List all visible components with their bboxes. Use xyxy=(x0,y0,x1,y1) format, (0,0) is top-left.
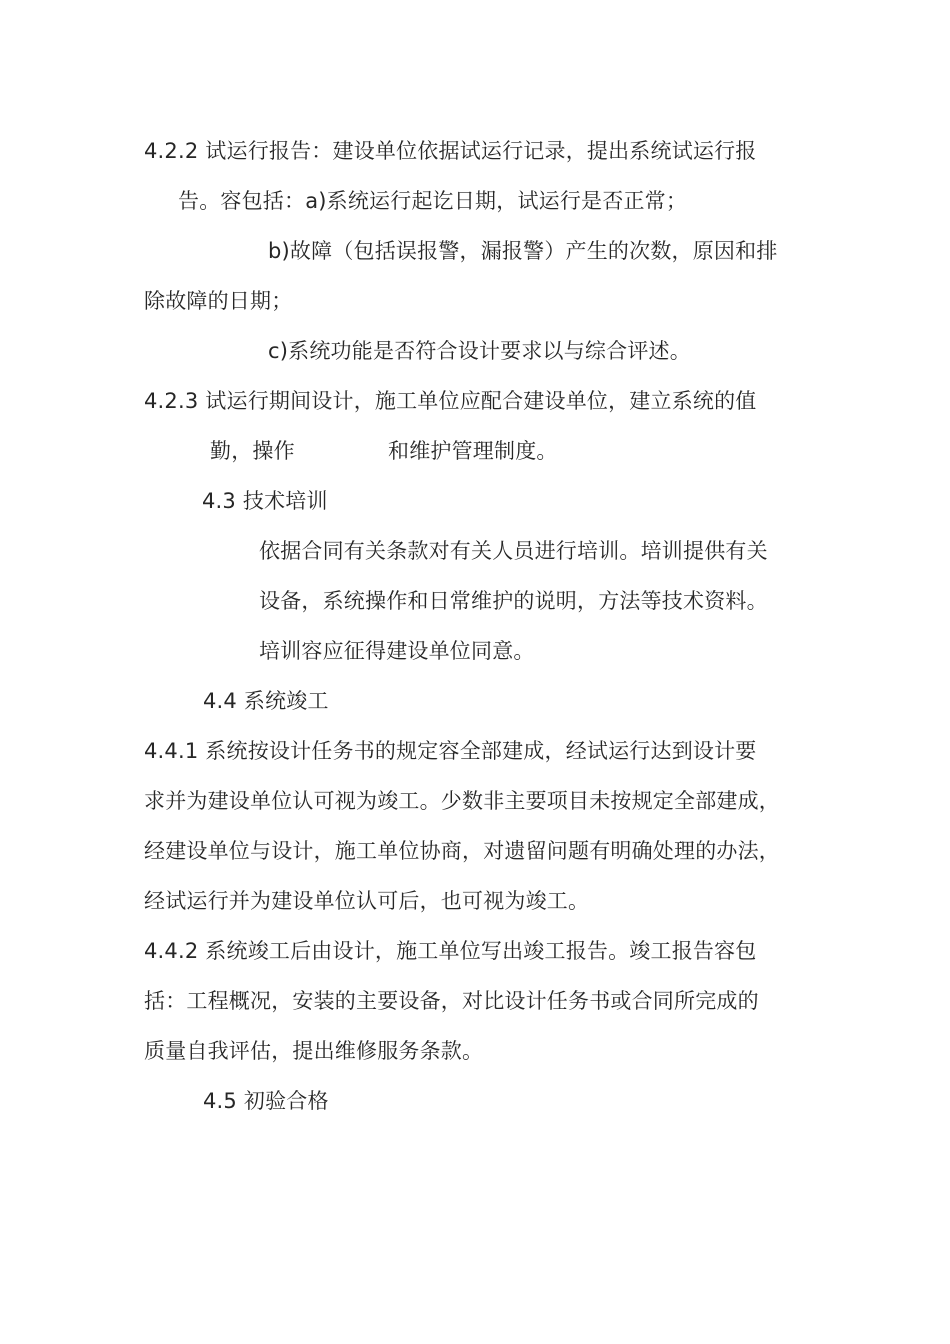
text-line: 4.2.3 试运行期间设计，施工单位应配合建设单位，建立系统的值 xyxy=(144,389,757,413)
text-line: 4.2.2 试运行报告：建设单位依据试运行记录，提出系统试运行报 xyxy=(144,139,757,163)
text-line: 括：工程概况，安装的主要设备，对比设计任务书或合同所完成的 xyxy=(144,989,759,1013)
text-line: 除故障的日期； xyxy=(144,289,293,313)
text-line: 经试运行并为建设单位认可后，也可视为竣工。 xyxy=(144,889,590,913)
text-line: 求并为建设单位认可视为竣工。少数非主要项目未按规定全部建成， xyxy=(144,789,780,813)
text-line: 告。容包括：a)系统运行起讫日期，试运行是否正常； xyxy=(178,189,688,213)
text-line: 4.4.2 系统竣工后由设计，施工单位写出竣工报告。竣工报告容包 xyxy=(144,939,757,963)
text-line: 经建设单位与设计，施工单位协商，对遗留问题有明确处理的办法， xyxy=(144,839,780,863)
text-line: b)故障（包括误报警，漏报警）产生的次数，原因和排 xyxy=(268,239,778,263)
section-heading: 4.5 初验合格 xyxy=(203,1089,329,1113)
text-line: 和维护管理制度。 xyxy=(388,439,558,463)
text-line: 依据合同有关条款对有关人员进行培训。培训提供有关 xyxy=(259,539,768,563)
text-line: 设备，系统操作和日常维护的说明，方法等技术资料。 xyxy=(259,589,768,613)
section-heading: 4.4 系统竣工 xyxy=(203,689,329,713)
section-heading: 4.3 技术培训 xyxy=(202,489,328,513)
text-line: 培训容应征得建设单位同意。 xyxy=(259,639,535,663)
text-line: 质量自我评估，提出维修服务条款。 xyxy=(144,1039,484,1063)
text-line: 4.4.1 系统按设计任务书的规定容全部建成，经试运行达到设计要 xyxy=(144,739,757,763)
text-line: 勤，操作 xyxy=(210,439,295,463)
text-line: c)系统功能是否符合设计要求以与综合评述。 xyxy=(268,339,691,363)
